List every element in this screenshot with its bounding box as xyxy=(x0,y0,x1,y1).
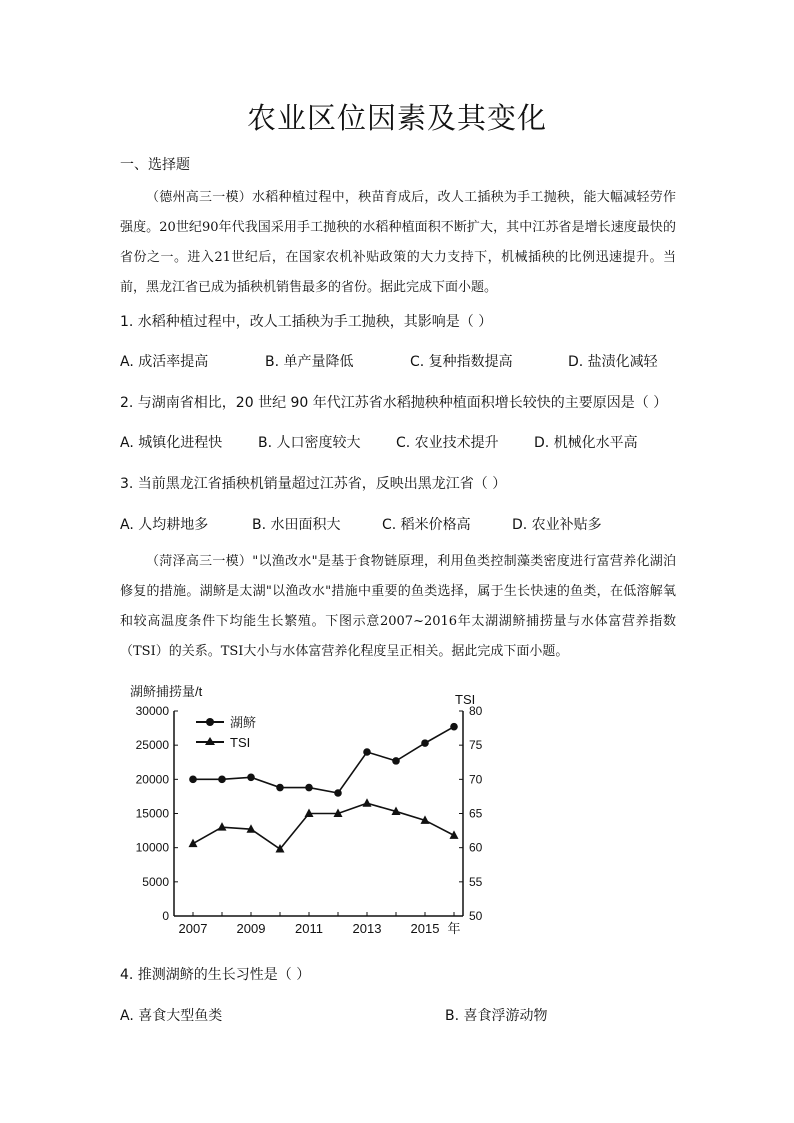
question-4-stem: 4. 推测湖鲚的生长习性是（ ） xyxy=(120,967,311,983)
question-3-option-a[interactable]: A. 人均耕地多 xyxy=(120,517,209,533)
question-1-stem: 1. 水稻种植过程中，改人工插秧为手工抛秧，其影响是（ ） xyxy=(120,314,493,330)
data-point-huji xyxy=(334,789,342,797)
legend-label-tsi: TSI xyxy=(230,735,251,750)
dual-axis-line-chart xyxy=(120,682,500,944)
right-tick-label: 50 xyxy=(469,909,483,923)
series-layer xyxy=(189,723,459,853)
question-3-stem: 3. 当前黑龙江省插秧机销量超过江苏省，反映出黑龙江省（ ） xyxy=(120,476,507,492)
legend-marker-huji xyxy=(206,718,214,726)
x-tick-label: 2015 xyxy=(410,921,440,936)
legend-label-huji: 湖鲚 xyxy=(230,715,257,730)
question-2-option-d[interactable]: D. 机械化水平高 xyxy=(534,435,638,451)
left-tick-label: 5000 xyxy=(142,874,169,889)
question-1-option-c[interactable]: C. 复种指数提高 xyxy=(410,354,513,370)
chart-legend xyxy=(196,715,256,750)
series-line-tsi xyxy=(193,803,454,849)
data-point-huji xyxy=(363,748,371,756)
right-tick-label: 75 xyxy=(469,738,483,753)
left-tick-label: 0 xyxy=(162,909,169,923)
right-tick-label: 65 xyxy=(469,806,483,821)
left-tick-label: 15000 xyxy=(135,806,169,821)
question-1-option-d[interactable]: D. 盐渍化减轻 xyxy=(568,354,658,370)
question-4-option-a[interactable]: A. 喜食大型鱼类 xyxy=(120,1008,223,1024)
passage-1: （德州高三一模）水稻种植过程中，秧苗育成后，改人工插秧为手工抛秧，能大幅减轻劳作强度。20世纪90年代我国采用手工抛秧的水稻种植面积不断扩大，其中江苏省是增长速度最快的省份之一。进入21世纪后，在国家农机补贴政策的大力支持下，机械插秧的比例迅速提升。当前，黑龙江省已成为插秧机销售最多的省份。据此完成下面小题。 xyxy=(120,190,676,295)
right-tick-label: 60 xyxy=(469,840,483,855)
question-2-stem: 2. 与湖南省相比，20 世纪 90 年代江苏省水稻抛秧种植面积增长较快的主要原因是（ ） xyxy=(120,395,668,411)
right-tick-label: 80 xyxy=(469,704,483,718)
data-point-huji xyxy=(305,784,313,792)
data-point-huji xyxy=(247,773,255,781)
question-2-option-a[interactable]: A. 城镇化进程快 xyxy=(120,435,223,451)
data-point-huji xyxy=(189,776,197,784)
data-point-tsi xyxy=(218,822,227,831)
data-point-huji xyxy=(450,723,458,731)
question-1-option-b[interactable]: B. 单产量降低 xyxy=(265,354,354,370)
question-2-option-b[interactable]: B. 人口密度较大 xyxy=(258,435,361,451)
passage-2: （菏泽高三一模）"以渔改水"是基于食物链原理，利用鱼类控制藻类密度进行富营养化湖泊修复的措施。湖鲚是太湖"以渔改水"措施中重要的鱼类选择，属于生长快速的鱼类，在低溶解氧和较高温度条件下均能生长繁殖。下图示意2007~2016年太湖湖鲚捕捞量与水体富营养指数（TSI）的关系。TSI大小与水体富营养化程度呈正相关。据此完成下面小题。 xyxy=(120,554,676,659)
left-axis-ticks xyxy=(136,704,178,923)
left-tick-label: 25000 xyxy=(135,738,169,753)
left-tick-label: 30000 xyxy=(135,704,169,718)
data-point-huji xyxy=(421,739,429,747)
left-axis-title: 湖鲚捕捞量/t xyxy=(130,684,203,699)
question-4-option-b[interactable]: B. 喜食浮游动物 xyxy=(445,1008,548,1024)
data-point-huji xyxy=(218,776,226,784)
data-point-huji xyxy=(276,784,284,792)
data-point-tsi xyxy=(363,798,372,807)
data-point-tsi xyxy=(189,839,198,848)
question-1-option-a[interactable]: A. 成活率提高 xyxy=(120,354,209,370)
data-point-huji xyxy=(392,757,400,765)
question-3-option-b[interactable]: B. 水田面积大 xyxy=(252,517,341,533)
page-title: 农业区位因素及其变化 xyxy=(246,101,547,135)
left-tick-label: 10000 xyxy=(135,840,169,855)
x-axis-unit-label: 年 xyxy=(447,921,461,936)
x-tick-label: 2011 xyxy=(295,921,323,936)
question-3-option-c[interactable]: C. 稻米价格高 xyxy=(382,517,471,533)
question-2-option-c[interactable]: C. 农业技术提升 xyxy=(396,435,499,451)
right-tick-label: 70 xyxy=(469,772,483,787)
left-tick-label: 20000 xyxy=(135,772,169,787)
right-tick-label: 55 xyxy=(469,874,483,889)
x-tick-label: 2013 xyxy=(352,921,382,936)
question-3-option-d[interactable]: D. 农业补贴多 xyxy=(512,517,602,533)
x-tick-label: 2007 xyxy=(178,921,208,936)
x-tick-label: 2009 xyxy=(236,921,266,936)
section-heading: 一、选择题 xyxy=(120,157,190,173)
right-axis-title: TSI xyxy=(455,692,476,707)
